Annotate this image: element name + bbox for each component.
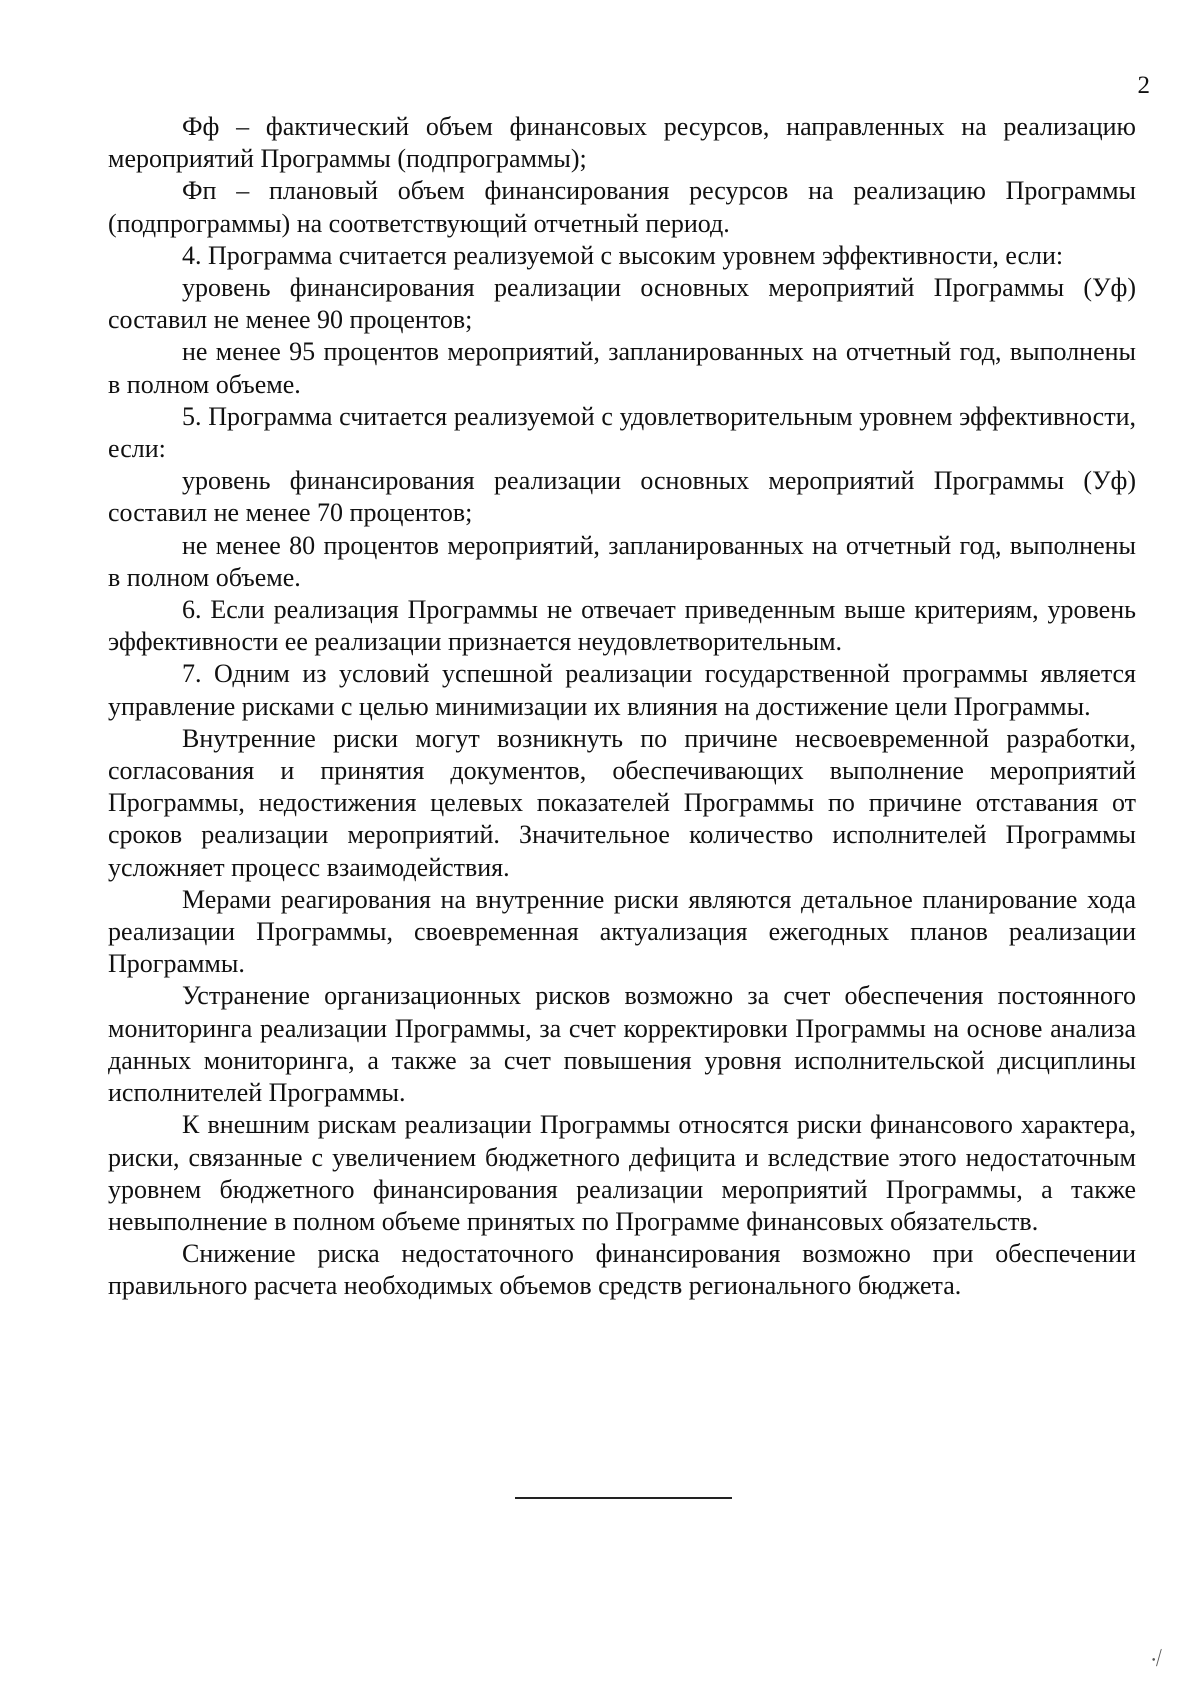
paragraph-financing-risk-reduction: Снижение риска недостаточного финансирования возможно при обеспечении правильного расчета необходимых объемов средств регионального бюджета. bbox=[108, 1239, 1136, 1301]
paragraph-item-4-condition-2: не менее 95 процентов мероприятий, запланированных на отчетный год, выполнены в полном объеме. bbox=[108, 337, 1136, 399]
paragraph-item-4: 4. Программа считается реализуемой с высоким уровнем эффективности, если: bbox=[182, 240, 1064, 270]
paragraph-item-7: 7. Одним из условий успешной реализации государственной программы является управление рисками с целью минимизации их влияния на достижение цели Программы. bbox=[108, 659, 1136, 721]
paragraph-internal-risks: Внутренние риски могут возникнуть по причине несвоевременной разработки, согласования и принятия документов, обеспечивающих выполнение мероприятий Программы, недостижения целевых показателей Программы по причине отставания от сроков реализации мероприятий. Значительное количество исполнителей Программы усложняет процесс взаимодействия. bbox=[108, 723, 1136, 882]
paragraph-ff-definition: Фф – фактический объем финансовых ресурсов, направленных на реализацию мероприятий Программы (подпрограммы); bbox=[108, 112, 1136, 174]
scan-mark: ·⁄ bbox=[1145, 1644, 1165, 1673]
end-divider-line bbox=[515, 1497, 732, 1499]
paragraph-item-5-condition-2: не менее 80 процентов мероприятий, запланированных на отчетный год, выполнены в полном объеме. bbox=[108, 530, 1136, 592]
paragraph-external-risks: К внешним рискам реализации Программы относятся риски финансового характера, риски, связанные с увеличением бюджетного дефицита и вследствие этого недостаточным уровнем бюджетного финансирования реализации мероприятий Программы, а также невыполнение в полном объеме принятых по Программе финансовых обязательств. bbox=[108, 1110, 1136, 1236]
document-body bbox=[108, 111, 1136, 1303]
paragraph-organizational-risks: Устранение организационных рисков возможно за счет обеспечения постоянного мониторинга реализации Программы, за счет корректировки Программы на основе анализа данных мониторинга, а также за счет повышения уровня исполнительской дисциплины исполнителей Программы. bbox=[108, 981, 1136, 1108]
paragraph-item-4-condition-1: уровень финансирования реализации основных мероприятий Программы (Уф) составил не менее 90 процентов; bbox=[108, 273, 1136, 335]
page-number: 2 bbox=[1137, 72, 1150, 99]
paragraph-fp-definition: Фп – плановый объем финансирования ресурсов на реализацию Программы (подпрограммы) на соответствующий отчетный период. bbox=[108, 176, 1136, 238]
paragraph-item-5: 5. Программа считается реализуемой с удовлетворительным уровнем эффективности, если: bbox=[108, 401, 1136, 464]
paragraph-item-6: 6. Если реализация Программы не отвечает приведенным выше критериям, уровень эффективности ее реализации признается неудовлетворительным. bbox=[108, 595, 1136, 657]
paragraph-item-5-condition-1: уровень финансирования реализации основных мероприятий Программы (Уф) составил не менее 70 процентов; bbox=[108, 466, 1136, 528]
paragraph-internal-risk-response: Мерами реагирования на внутренние риски являются детальное планирование хода реализации Программы, своевременная актуализация ежегодных планов реализации Программы. bbox=[108, 884, 1136, 979]
